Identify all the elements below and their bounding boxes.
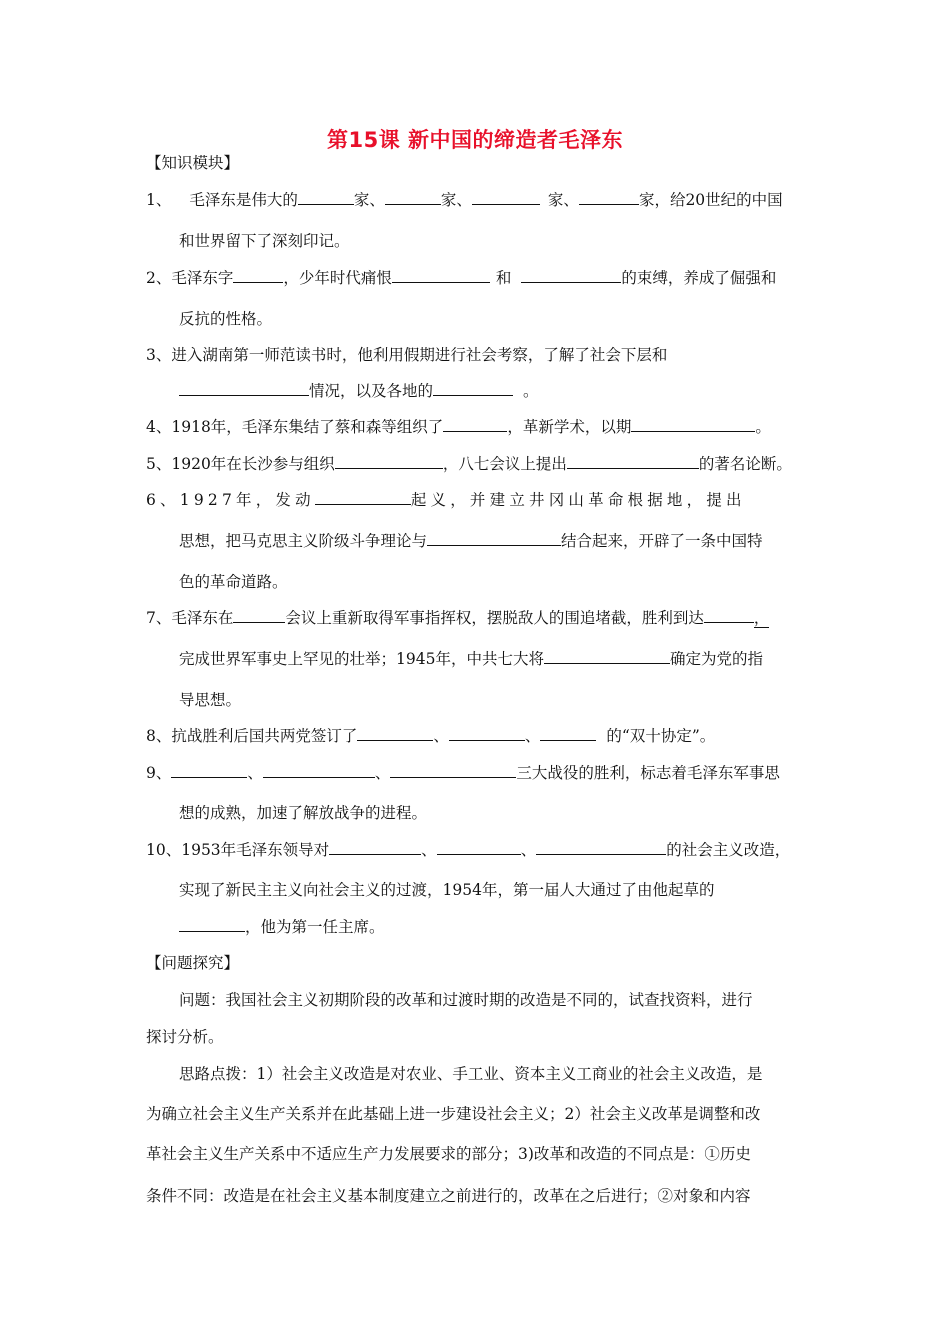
answer-blank[interactable]: [171, 763, 247, 778]
question-5: 5、1920年在长沙参与组织 ，八七会议上提出 的著名论断。: [146, 455, 792, 473]
answer-blank[interactable]: [179, 917, 245, 932]
question-10-cont: 实现了新民主主义向社会主义的过渡，1954年，第一届人大通过了由他起草的: [179, 881, 715, 899]
section-knowledge-heading: 【知识模块】: [146, 154, 240, 172]
inquiry-question-line: 探讨分析。: [146, 1028, 224, 1046]
question-1: 1、 毛泽东是伟大的 家、 家、 家、 家，给20世纪的中国: [146, 191, 783, 209]
question-6: 6、1927年，发动 起义，并建立井冈山革命根据地，提出: [146, 491, 746, 509]
answer-blank[interactable]: [437, 840, 521, 855]
question-10: 10、1953年毛泽东领导对 、 、 的社会主义改造，: [146, 841, 791, 859]
question-8: 8、抗战胜利后国共两党签订了 、 、 的“双十协定”。: [146, 727, 716, 745]
answer-blank[interactable]: [521, 268, 621, 283]
answer-blank[interactable]: [427, 531, 561, 546]
question-2-cont: 反抗的性格。: [179, 310, 273, 328]
question-7: 7、毛泽东在 会议上重新取得军事指挥权，摆脱敌人的围追堵截，胜利到达 ，: [146, 609, 770, 627]
question-9: 9、 、 、 三大战役的胜利，标志着毛泽东军事思: [146, 764, 780, 782]
answer-blank[interactable]: [567, 454, 699, 469]
answer-blank[interactable]: [449, 726, 525, 741]
question-7-cont2: 导思想。: [179, 691, 242, 709]
answer-blank[interactable]: [385, 190, 441, 205]
question-4: 4、1918年，毛泽东集结了蔡和森等组织了 ，革新学术，以期 。: [146, 418, 771, 436]
inquiry-hint-line: 条件不同：改造是在社会主义基本制度建立之前进行的，改革在之后进行；②对象和内容: [146, 1187, 751, 1205]
answer-blank[interactable]: [472, 190, 540, 205]
section-inquiry-heading: 【问题探究】: [146, 954, 240, 972]
answer-blank[interactable]: [544, 649, 670, 664]
inquiry-question-line: 问题：我国社会主义初期阶段的改革和过渡时期的改造是不同的，试查找资料，进行: [179, 991, 753, 1009]
question-3-cont: 情况，以及各地的 。: [179, 379, 539, 401]
answer-blank[interactable]: [392, 268, 490, 283]
answer-blank[interactable]: [631, 417, 755, 432]
inquiry-hint-line: 思路点拨：1）社会主义改造是对农业、手工业、资本主义工商业的社会主义改造，是: [179, 1065, 763, 1083]
question-6-cont2: 色的革命道路。: [179, 573, 288, 591]
question-7-cont: 完成世界军事史上罕见的壮举；1945年，中共七大将 确定为党的指: [179, 650, 763, 668]
inquiry-hint-line: 为确立社会主义生产关系并在此基础上进一步建设社会主义；2）社会主义改革是调整和改: [146, 1105, 761, 1123]
answer-blank[interactable]: [335, 454, 443, 469]
answer-blank[interactable]: [179, 381, 309, 396]
answer-blank[interactable]: [233, 268, 283, 283]
answer-blank[interactable]: [536, 840, 666, 855]
inquiry-hint-line: 革社会主义生产关系中不适应生产力发展要求的部分；3)改革和改造的不同点是：①历史: [146, 1145, 751, 1163]
question-9-cont: 想的成熟，加速了解放战争的进程。: [179, 804, 428, 822]
answer-blank[interactable]: [357, 726, 433, 741]
answer-blank[interactable]: [263, 763, 375, 778]
answer-blank[interactable]: [329, 840, 421, 855]
answer-blank[interactable]: [540, 726, 596, 741]
answer-blank[interactable]: [390, 763, 516, 778]
answer-blank[interactable]: [233, 608, 285, 623]
answer-blank[interactable]: [298, 190, 354, 205]
answer-blank[interactable]: [315, 490, 411, 505]
answer-blank[interactable]: [443, 417, 507, 432]
question-3: 3、进入湖南第一师范读书时，他利用假期进行社会考察，了解了社会下层和: [146, 346, 668, 364]
question-6-cont: 思想，把马克思主义阶级斗争理论与 结合起来，开辟了一条中国特: [179, 532, 763, 550]
answer-blank[interactable]: [433, 381, 513, 396]
question-number: 1、: [146, 191, 172, 209]
answer-blank[interactable]: [704, 608, 754, 623]
page-title: 第15课 新中国的缔造者毛泽东: [326, 128, 624, 152]
question-10-cont2: ，他为第一任主席。: [179, 915, 385, 937]
question-2: 2、毛泽东字 ，少年时代痛恨 和 的束缚，养成了倔强和: [146, 269, 777, 287]
question-1-cont: 和世界留下了深刻印记。: [179, 232, 350, 250]
answer-blank[interactable]: [579, 190, 639, 205]
